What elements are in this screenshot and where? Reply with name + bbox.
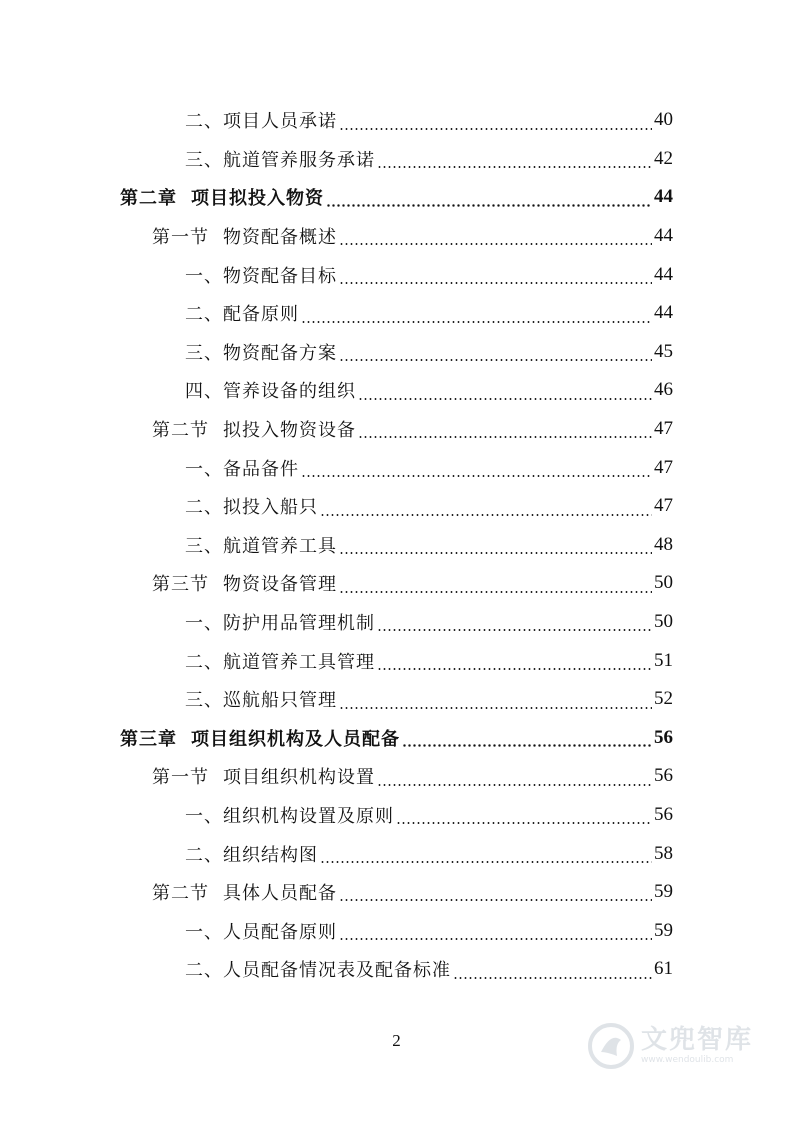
toc-entry-title — [152, 763, 375, 789]
toc-entry-text: 项目人员承诺 — [223, 111, 337, 133]
toc-entry-prefix: 第二节 — [152, 420, 209, 442]
toc-entry-prefix: 第一节 — [152, 227, 209, 249]
watermark-brand: 文兜智库 — [640, 1025, 753, 1055]
toc-entry-page-number: 40 — [654, 109, 673, 131]
toc-entry-text: 项目组织机构设置 — [223, 767, 375, 789]
toc-entry-page-number: 59 — [654, 881, 673, 903]
toc-entry-page-number: 44 — [654, 302, 673, 324]
toc-dot-leader — [358, 436, 652, 438]
toc-entry-page-number: 44 — [654, 186, 673, 208]
toc-entry-text: 项目拟投入物资 — [191, 188, 324, 210]
toc-entry-page-number: 58 — [654, 842, 673, 864]
toc-dot-leader — [301, 475, 652, 477]
toc-entry[interactable] — [0, 911, 793, 950]
toc-entry-text: 人员配备原则 — [223, 921, 337, 943]
toc-entry-text: 配备原则 — [223, 304, 299, 326]
toc-entry-title — [185, 841, 318, 867]
toc-entry-prefix: 第二章 — [120, 188, 177, 210]
toc-entry-page-number: 44 — [654, 225, 673, 247]
toc-dot-leader — [377, 784, 652, 786]
toc-dot-leader — [377, 668, 652, 670]
toc-entry-text: 拟投入船只 — [223, 497, 318, 519]
toc-entry-prefix: 三、 — [185, 690, 223, 712]
toc-entry-text: 管养设备的组织 — [223, 381, 356, 403]
toc-entry-prefix: 一、 — [185, 265, 223, 287]
toc-entry-prefix: 二、 — [185, 844, 223, 866]
toc-entry[interactable] — [0, 178, 793, 217]
toc-dot-leader — [358, 398, 652, 400]
toc-entry-title — [152, 223, 337, 249]
toc-dot-leader — [339, 243, 652, 245]
toc-entry-page-number: 56 — [654, 803, 673, 825]
toc-dot-leader — [453, 977, 652, 979]
toc-entry[interactable] — [0, 873, 793, 912]
toc-dot-leader — [339, 552, 652, 554]
toc-entry-prefix: 二、 — [185, 651, 223, 673]
toc-entry[interactable] — [0, 641, 793, 680]
toc-entry-text: 物资配备概述 — [223, 227, 337, 249]
toc-entry-prefix: 第三节 — [152, 574, 209, 596]
toc-dot-leader — [339, 707, 652, 709]
toc-entry[interactable] — [0, 217, 793, 256]
toc-entry-title — [185, 802, 394, 828]
toc-entry-text: 物资设备管理 — [223, 574, 337, 596]
toc-entry-title — [185, 609, 375, 635]
toc-entry-title — [185, 107, 337, 133]
toc-entry-prefix: 第一节 — [152, 767, 209, 789]
toc-entry[interactable] — [0, 294, 793, 333]
toc-dot-leader — [339, 938, 652, 940]
toc-entry-prefix: 一、 — [185, 458, 223, 480]
toc-entry-page-number: 47 — [654, 495, 673, 517]
toc-entry[interactable] — [0, 950, 793, 989]
toc-dot-leader — [402, 744, 652, 747]
toc-entry-text: 航道管养服务承诺 — [223, 149, 375, 171]
toc-entry-page-number: 61 — [654, 958, 673, 980]
toc-entry-page-number: 51 — [654, 649, 673, 671]
toc-entry-page-number: 59 — [654, 919, 673, 941]
toc-entry-title — [152, 570, 337, 596]
toc-entry-text: 人员配备情况表及配备标准 — [223, 960, 451, 982]
toc-entry-text: 航道管养工具 — [223, 535, 337, 557]
toc-entry-title — [120, 184, 324, 210]
toc-dot-leader — [377, 166, 652, 168]
toc-entry-page-number: 48 — [654, 533, 673, 555]
toc-entry-text: 物资配备目标 — [223, 265, 337, 287]
toc-entry[interactable] — [0, 603, 793, 642]
toc-entry-page-number: 45 — [654, 340, 673, 362]
toc-entry[interactable] — [0, 526, 793, 565]
toc-entry-prefix: 二、 — [185, 960, 223, 982]
toc-entry-text: 组织机构设置及原则 — [223, 805, 394, 827]
toc-entry-title — [185, 648, 375, 674]
toc-entry-title — [185, 339, 337, 365]
toc-dot-leader — [396, 822, 652, 824]
toc-entry-page-number: 56 — [654, 765, 673, 787]
toc-entry[interactable] — [0, 333, 793, 372]
toc-dot-leader — [339, 359, 652, 361]
toc-entry-prefix: 三、 — [185, 149, 223, 171]
toc-entry-title — [152, 879, 337, 905]
table-of-contents — [0, 101, 793, 989]
toc-entry-text: 防护用品管理机制 — [223, 613, 375, 635]
toc-entry-page-number: 47 — [654, 418, 673, 440]
toc-entry[interactable] — [0, 719, 793, 758]
toc-entry-text: 备品备件 — [223, 458, 299, 480]
watermark-url: www.wendoulib.com — [640, 1055, 734, 1065]
toc-entry-text: 具体人员配备 — [223, 883, 337, 905]
toc-entry-page-number: 56 — [654, 726, 673, 748]
toc-entry-title — [185, 377, 356, 403]
toc-entry[interactable] — [0, 680, 793, 719]
toc-entry-title — [120, 725, 400, 751]
toc-dot-leader — [377, 629, 652, 631]
toc-entry-prefix: 一、 — [185, 613, 223, 635]
toc-entry-text: 拟投入物资设备 — [223, 420, 356, 442]
toc-entry-page-number: 44 — [654, 263, 673, 285]
toc-entry-page-number: 42 — [654, 147, 673, 169]
toc-entry-text: 组织结构图 — [223, 844, 318, 866]
toc-entry[interactable] — [0, 371, 793, 410]
toc-entry-text: 物资配备方案 — [223, 342, 337, 364]
toc-entry-title — [152, 416, 356, 442]
toc-entry[interactable] — [0, 796, 793, 835]
toc-entry-title — [185, 918, 337, 944]
toc-dot-leader — [339, 282, 652, 284]
toc-entry-prefix: 一、 — [185, 921, 223, 943]
toc-dot-leader — [339, 591, 652, 593]
toc-entry-page-number: 46 — [654, 379, 673, 401]
toc-entry-prefix: 二、 — [185, 111, 223, 133]
toc-entry-title — [185, 146, 375, 172]
toc-entry-text: 巡航船只管理 — [223, 690, 337, 712]
toc-entry-prefix: 二、 — [185, 304, 223, 326]
toc-entry-title — [185, 262, 337, 288]
toc-entry-title — [185, 686, 337, 712]
toc-entry-prefix: 第二节 — [152, 883, 209, 905]
toc-entry[interactable] — [0, 101, 793, 140]
toc-entry[interactable] — [0, 834, 793, 873]
toc-entry-prefix: 一、 — [185, 805, 223, 827]
wendoo-logo-icon — [587, 1022, 635, 1070]
toc-entry-title — [185, 455, 299, 481]
toc-entry[interactable] — [0, 448, 793, 487]
toc-entry-page-number: 50 — [654, 572, 673, 594]
toc-entry-prefix: 四、 — [185, 381, 223, 403]
toc-dot-leader — [339, 899, 652, 901]
toc-dot-leader — [320, 861, 652, 863]
toc-entry-page-number: 47 — [654, 456, 673, 478]
toc-entry-title — [185, 300, 299, 326]
toc-dot-leader — [301, 321, 652, 323]
toc-entry-text: 航道管养工具管理 — [223, 651, 375, 673]
toc-entry[interactable] — [0, 487, 793, 526]
toc-entry-title — [185, 532, 337, 558]
toc-entry-prefix: 第三章 — [120, 728, 177, 750]
toc-entry[interactable] — [0, 757, 793, 796]
toc-dot-leader — [320, 514, 652, 516]
toc-entry[interactable] — [0, 410, 793, 449]
toc-dot-leader — [326, 204, 652, 207]
toc-entry[interactable] — [0, 564, 793, 603]
toc-entry-title — [185, 956, 451, 982]
toc-entry-title — [185, 493, 318, 519]
toc-entry-prefix: 二、 — [185, 497, 223, 519]
toc-entry[interactable] — [0, 140, 793, 179]
toc-entry-page-number: 50 — [654, 611, 673, 633]
toc-entry[interactable] — [0, 255, 793, 294]
watermark — [587, 1022, 753, 1070]
page-number: 2 — [392, 1031, 401, 1050]
toc-entry-text: 项目组织机构及人员配备 — [191, 728, 400, 750]
toc-entry-prefix: 三、 — [185, 342, 223, 364]
toc-entry-prefix: 三、 — [185, 535, 223, 557]
toc-entry-page-number: 52 — [654, 688, 673, 710]
toc-dot-leader — [339, 128, 652, 130]
